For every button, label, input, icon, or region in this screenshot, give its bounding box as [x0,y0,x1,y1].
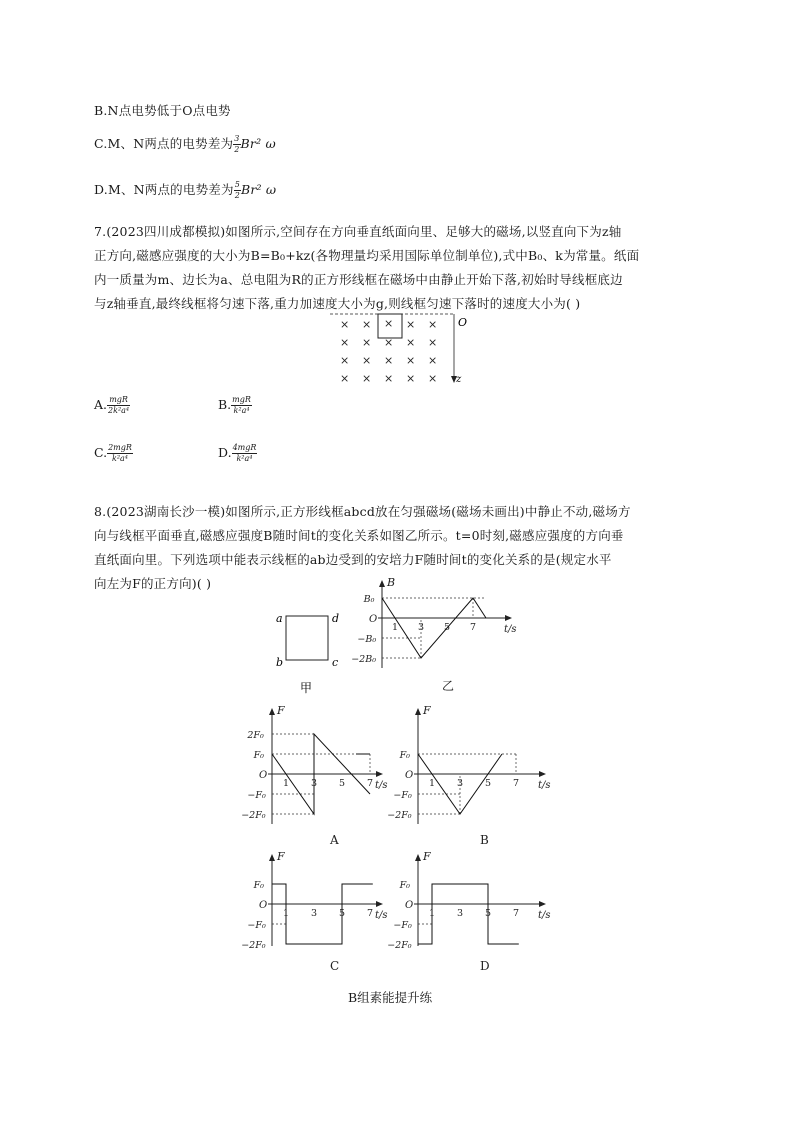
cross-mark: × [384,372,394,385]
x-tick-label: 7 [470,622,477,633]
x-axis-arrow [539,901,546,907]
caption-a: A [330,833,339,847]
q8-figure-jia [270,604,350,700]
y-tick-label: F₀ [253,880,265,891]
q7-line-2: 正方向,磁感应强度的大小为B=B₀+kz(各物理量均采用国际单位制单位),式中B₀、k为常量。纸面 [94,248,640,263]
q7-cross-grid [340,317,437,385]
cross-mark: × [406,318,416,331]
x-tick-label: 1 [429,778,436,789]
q7-option-d: D. $\frac{\text{4mgR}}{\text{k²a⁴}}$ [218,443,257,463]
answer-graph-c [236,848,386,976]
x-axis-label: t/s [538,780,551,791]
answer-graph-a [236,704,386,850]
y-axis-arrow [415,854,421,861]
section-footer: B组素能提升练 [348,990,433,1005]
cross-mark: × [406,336,416,349]
corner-a: a [276,612,283,625]
caption-b: B [480,833,489,847]
cross-mark: × [384,317,394,330]
q7-line-3: 内一质量为m、边长为a、总电阻为R的正方形线框在磁场中由静止开始下落,初始时导线框底边 [94,272,623,287]
q8-line-4: 向左为F的正方向)( ) [94,576,212,591]
y-tick-label: F₀ [253,750,265,761]
y-axis-label: F [277,704,285,717]
cross-mark: × [428,354,438,367]
origin-label: O [369,614,378,625]
q7-magnetic-field-figure [330,312,470,388]
cross-mark: × [362,372,372,385]
x-axis-label: t/s [538,910,551,921]
x-axis-label: t/s [504,624,517,635]
cross-mark: × [362,318,372,331]
y-axis-label: B [387,576,396,589]
q6-option-b: B.N点电势低于O点电势 [94,103,231,118]
q8-line-3: 直纸面向里。下列选项中能表示线框的ab边受到的安培力F随时间t的变化关系的是(规定水平 [94,552,612,567]
y-tick-label: F₀ [399,880,411,891]
cross-mark: × [340,372,350,385]
cross-mark: × [340,336,350,349]
q8-figure-yi-bt-graph [351,576,530,696]
y-tick-label: −2F₀ [387,810,412,821]
q7-option-b: B. $\frac{\text{mgR}}{\text{k²a⁴}}$ [218,395,251,415]
x-axis-arrow [376,901,383,907]
origin-label: O [259,900,268,911]
y-tick-label: 2F₀ [247,730,264,741]
x-tick-label: 3 [418,622,425,633]
corner-b: b [276,656,284,669]
y-tick-label: −F₀ [393,920,412,931]
q7-option-c: C. $\frac{\text{2mgR}}{\text{k²a⁴}}$ [94,443,132,463]
q6-option-d: D.M、N两点的电势差为 $\frac{5}{2}$ Br² ω [94,180,277,200]
q7-line-4: 与z轴垂直,最终线框将匀速下落,重力加速度大小为g,则线框匀速下落时的速度大小为( ) [94,296,581,311]
cross-mark: × [384,336,394,349]
x-axis-arrow [539,771,546,777]
cross-mark: × [340,354,350,367]
y-tick-label: F₀ [399,750,411,761]
x-tick-label: 5 [339,778,346,789]
q7-option-a: A. $\frac{\text{mgR}}{\text{2k²a⁴}}$ [94,395,130,415]
q7-origin-label: O [458,316,468,329]
square-loop-abcd [286,616,328,660]
y-tick-label: −2F₀ [241,810,266,821]
caption-yi: 乙 [442,679,455,693]
cross-mark: × [428,336,438,349]
y-axis-label: F [423,850,431,863]
x-tick-label: 5 [485,908,492,919]
answer-graph-d [384,848,554,976]
x-tick-label: 7 [513,778,520,789]
corner-d: d [332,612,340,625]
y-axis-arrow [269,854,275,861]
q8-line-1: 8.(2023湖南长沙一模)如图所示,正方形线框abcd放在匀强磁场(磁场未画出)中静止不动,磁场方 [94,504,631,519]
y-axis-label: F [277,850,285,863]
cross-mark: × [362,336,372,349]
caption-jia: 甲 [300,681,313,695]
q6-option-c: C.M、N两点的电势差为 $\frac{3}{2}$ Br² ω [94,134,276,154]
x-tick-label: 7 [367,908,374,919]
origin-label: O [405,900,414,911]
x-tick-label: 1 [392,622,399,633]
x-axis-label: t/s [375,780,388,791]
x-axis-label: t/s [375,910,388,921]
q7-line-1: 7.(2023四川成都模拟)如图所示,空间存在方向垂直纸面向里、足够大的磁场,以竖直向下为z轴 [94,224,622,239]
cross-mark: × [384,354,394,367]
x-tick-label: 3 [457,778,464,789]
y-tick-label: −B₀ [357,634,377,645]
x-tick-label: 1 [429,908,436,919]
y-axis-arrow [269,708,275,715]
caption-d: D [480,959,490,973]
answer-graph-b [384,704,554,850]
cross-mark: × [428,372,438,385]
x-tick-label: 7 [513,908,520,919]
y-tick-label: −2F₀ [241,940,266,951]
y-axis-label: F [423,704,431,717]
x-tick-label: 3 [457,908,464,919]
origin-label: O [405,770,414,781]
x-axis-arrow [505,615,512,621]
cross-mark: × [428,318,438,331]
cross-mark: × [340,318,350,331]
x-axis-arrow [376,771,383,777]
q7-z-label: z [456,374,462,385]
y-axis-arrow [415,708,421,715]
x-tick-label: 3 [311,778,318,789]
x-tick-label: 7 [367,778,374,789]
cross-mark: × [406,372,416,385]
y-tick-label: −F₀ [393,790,412,801]
y-tick-label: −F₀ [247,920,266,931]
x-tick-label: 5 [339,908,346,919]
x-tick-label: 3 [311,908,318,919]
y-tick-label: −F₀ [247,790,266,801]
cross-mark: × [362,354,372,367]
x-tick-label: 1 [283,778,290,789]
cross-mark: × [406,354,416,367]
corner-c: c [332,656,339,669]
x-tick-label: 5 [444,622,451,633]
q8-line-2: 向与线框平面垂直,磁感应强度B随时间t的变化关系如图乙所示。t=0时刻,磁感应强度的方向垂 [94,528,624,543]
x-tick-label: 5 [485,778,492,789]
caption-c: C [330,959,340,973]
x-tick-label: 1 [283,908,290,919]
y-tick-label: B₀ [363,594,375,605]
y-axis-arrow [379,580,385,587]
origin-label: O [259,770,268,781]
y-tick-label: −2F₀ [387,940,412,951]
y-tick-label: −2B₀ [351,654,376,665]
